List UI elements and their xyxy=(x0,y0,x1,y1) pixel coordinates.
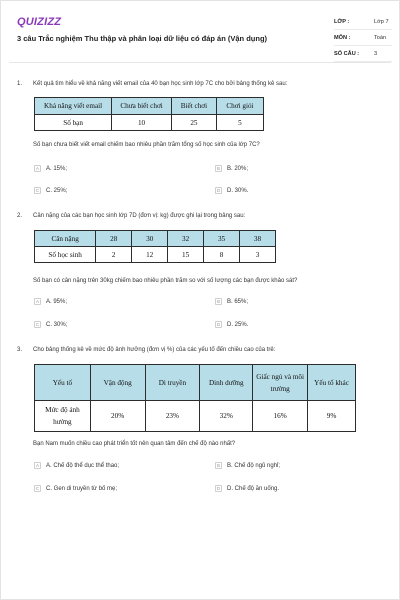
table-cell: 30 xyxy=(132,231,168,247)
question-number: 3. xyxy=(17,347,23,353)
option-text: B. 65%; xyxy=(227,298,249,305)
option-letter-badge: D xyxy=(216,322,221,327)
option-letter-badge: D xyxy=(216,486,221,491)
table-cell: 12 xyxy=(132,247,168,263)
option-letter-badge: B xyxy=(216,299,220,304)
question-text: Kết quả tìm hiểu về khả năng viết email của 40 bạn học sinh lớp 7C cho bởi bảng thống kê sau: xyxy=(33,81,288,87)
header-divider xyxy=(9,62,391,63)
answer-option-a[interactable] xyxy=(34,165,67,172)
option-text: C. 25%; xyxy=(46,187,68,194)
table-cell: 28 xyxy=(96,231,132,247)
option-letter-badge: D xyxy=(216,188,221,193)
option-letter-badge: C xyxy=(35,486,40,491)
meta-value: 3 xyxy=(374,50,378,57)
table-cell: 32% xyxy=(200,401,253,432)
table-cell: 16% xyxy=(253,401,308,432)
option-letter-badge: A xyxy=(35,463,39,468)
table-cell: Vận động xyxy=(90,365,145,401)
answer-option-a[interactable] xyxy=(34,462,119,469)
meta-key: LỚP : xyxy=(334,18,350,25)
table-cell: Số học sinh xyxy=(35,247,96,263)
option-text: B. Chế độ ngủ nghỉ; xyxy=(227,462,281,469)
table-cell: Chưa biết chơi xyxy=(112,98,172,115)
option-text: B. 20%; xyxy=(227,165,249,172)
option-letter-badge: C xyxy=(35,322,40,327)
meta-row-subject xyxy=(334,30,392,46)
quizizz-logo: QUIZIZZ xyxy=(17,16,62,28)
option-text: C. 30%; xyxy=(46,321,68,328)
table-cell: Dinh dưỡng xyxy=(200,365,253,401)
table-cell: Giấc ngủ và môi trường xyxy=(253,365,308,401)
meta-value: Lớp 7 xyxy=(374,18,389,25)
option-text: A. Chế độ thể dục thể thao; xyxy=(46,462,120,469)
answer-option-d[interactable] xyxy=(215,187,248,194)
answer-option-b[interactable] xyxy=(215,165,248,172)
table-cell: Khả năng viết email xyxy=(35,98,112,115)
table-cell: Yếu tố khác xyxy=(308,365,356,401)
table-cell: 8 xyxy=(204,247,240,263)
answer-option-d[interactable] xyxy=(215,321,248,328)
question-prompt: Số bạn có cân nặng trên 30kg chiếm bao nhiêu phần trăm so với số lượng các bạn được khảo sát? xyxy=(33,278,298,284)
option-text: D. 25%. xyxy=(227,321,249,328)
table-cell: 23% xyxy=(145,401,200,432)
question-number: 2. xyxy=(17,213,23,219)
option-letter-badge: A xyxy=(35,166,39,171)
table-cell: 9% xyxy=(308,401,356,432)
table-cell: 25 xyxy=(171,115,216,131)
table-cell: Di truyền xyxy=(145,365,200,401)
option-letter-badge: B xyxy=(216,166,220,171)
table-cell: 38 xyxy=(240,231,276,247)
table-cell: Biết chơi xyxy=(171,98,216,115)
worksheet-title: 3 câu Trắc nghiệm Thu thập và phân loại dữ liệu có đáp án (Vận dụng) xyxy=(17,34,268,43)
question-text: Cho bảng thống kê về mức độ ảnh hưởng (đơn vị %) của các yếu tố đến chiều cao của trẻ: xyxy=(33,347,276,353)
worksheet-meta xyxy=(334,14,392,62)
question-prompt: Bạn Nam muốn chiều cao phát triển tốt nên quan tâm đến chế độ nào nhất? xyxy=(33,441,236,447)
option-text: D. Chế độ ăn uống. xyxy=(227,485,280,492)
answer-option-d[interactable] xyxy=(215,485,279,492)
answer-option-a[interactable] xyxy=(34,298,67,305)
question-prompt: Số bạn chưa biết viết email chiếm bao nhiêu phần trăm tổng số học sinh của lớp 7C? xyxy=(33,142,260,148)
option-letter-badge: A xyxy=(35,299,39,304)
table-cell: 32 xyxy=(168,231,204,247)
meta-key: SỐ CÂU : xyxy=(334,50,360,57)
meta-row-count xyxy=(334,46,392,62)
question-text: Cân nặng của các bạn học sinh lớp 7D (đơn vị: kg) được ghi lại trong bảng sau: xyxy=(33,213,246,219)
table-cell: 35 xyxy=(204,231,240,247)
answer-option-c[interactable] xyxy=(34,187,67,194)
option-text: A. 15%; xyxy=(46,165,68,172)
answer-option-c[interactable] xyxy=(34,321,67,328)
table-cell: 2 xyxy=(96,247,132,263)
table-cell: 5 xyxy=(216,115,263,131)
table-cell: Yếu tố xyxy=(35,365,91,401)
option-letter-badge: B xyxy=(216,463,220,468)
meta-row-class xyxy=(334,14,392,30)
option-text: C. Gen di truyền từ bố mẹ; xyxy=(46,485,118,492)
option-letter-badge: C xyxy=(35,188,40,193)
table-cell: 3 xyxy=(240,247,276,263)
meta-key: MÔN : xyxy=(334,34,351,41)
option-text: A. 95%; xyxy=(46,298,68,305)
option-text: D. 30%. xyxy=(227,187,249,194)
table-cell: Mức độ ảnh hưởng xyxy=(35,401,91,432)
data-table-1 xyxy=(34,97,264,131)
table-cell: 10 xyxy=(112,115,172,131)
answer-option-b[interactable] xyxy=(215,462,280,469)
meta-value: Toán xyxy=(374,34,387,41)
table-cell: Cân nặng xyxy=(35,231,96,247)
table-cell: 15 xyxy=(168,247,204,263)
answer-option-c[interactable] xyxy=(34,485,117,492)
table-cell: Số bạn xyxy=(35,115,112,131)
data-table-3 xyxy=(34,364,356,432)
answer-option-b[interactable] xyxy=(215,298,248,305)
data-table-2 xyxy=(34,230,276,263)
table-cell: 20% xyxy=(90,401,145,432)
table-cell: Chơi giỏi xyxy=(216,98,263,115)
question-number: 1. xyxy=(17,81,23,87)
